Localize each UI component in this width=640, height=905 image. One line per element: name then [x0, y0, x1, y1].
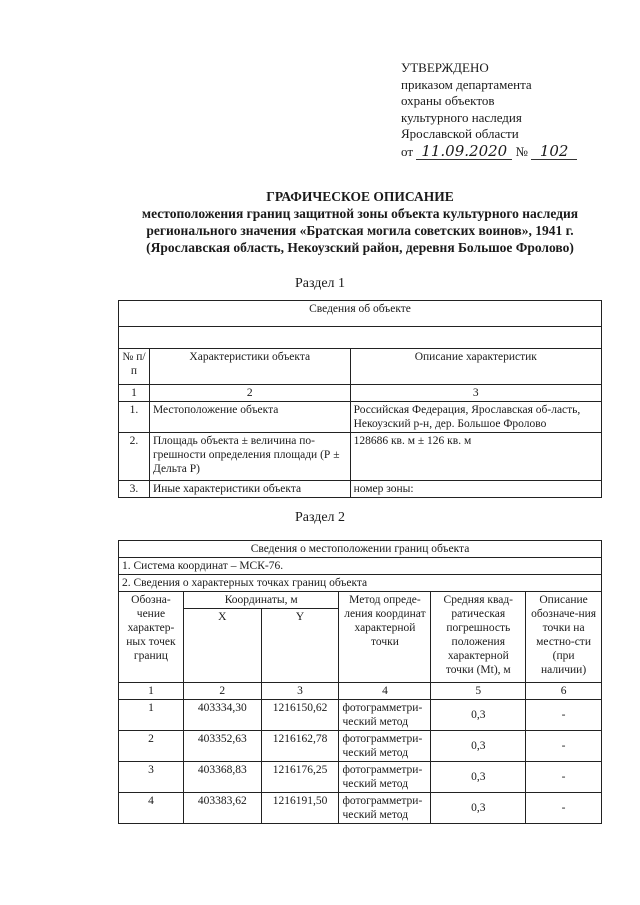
col-number: 3	[350, 385, 601, 402]
title-line: местоположения границ защитной зоны объекта культурного наследия	[141, 206, 579, 221]
table-row: 3. Иные характеристики объекта номер зоны:	[119, 481, 602, 498]
title-line: (Ярославская область, Некоузский район, деревня Большое Фролово)	[146, 240, 574, 255]
col-number: 6	[526, 683, 602, 700]
approval-date: 11.09.2020	[416, 143, 512, 161]
header-coordinates: Координаты, м	[183, 592, 339, 609]
header-error: Средняя квад-ратическая погрешность положения характерной точки (Mt), м	[431, 592, 526, 683]
col-number: 2	[183, 683, 261, 700]
col-number: 1	[119, 385, 150, 402]
header-method: Метод опреде-ления координат характерной точки	[339, 592, 431, 683]
title-line: регионального значения «Братская могила советских воинов», 1941 г.	[146, 223, 574, 238]
section1-heading: Раздел 1	[294, 276, 346, 291]
section2-heading: Раздел 2	[294, 510, 346, 525]
approval-title: УТВЕРЖДЕНО	[401, 60, 489, 75]
from-label: от	[401, 143, 414, 159]
approval-block	[401, 60, 577, 160]
table-row: 1 403334,30 1216150,62 фотограмметри-ческий метод 0,3 -	[119, 700, 602, 731]
table-row: 2. Площадь объекта ± величина по-грешности определения площади (Р ± Дельта Р) 128686 кв. м ± 126 кв. м	[119, 433, 602, 481]
approval-date-line	[401, 143, 577, 161]
table-row: 3 403368,83 1216176,25 фотограмметри-ческий метод 0,3 -	[119, 762, 602, 793]
header-designation: Обозна-чение характер-ных точек границ	[119, 592, 184, 683]
header-number: № п/п	[119, 349, 150, 385]
header-point-description: Описание обозначе-ния точки на местно-сти (при наличии)	[526, 592, 602, 683]
points-title: 2. Сведения о характерных точках границ объекта	[119, 575, 602, 592]
col-number: 1	[119, 683, 184, 700]
header-x: X	[183, 609, 261, 683]
col-number: 4	[339, 683, 431, 700]
approval-line: приказом департамента	[401, 76, 532, 92]
coordinate-system: 1. Система координат – МСК-76.	[119, 558, 602, 575]
approval-number: 102	[531, 143, 577, 161]
header-y: Y	[261, 609, 339, 683]
document-title	[100, 188, 620, 256]
table-title: Сведения об объекте	[119, 301, 602, 327]
col-number: 3	[261, 683, 339, 700]
approval-line: культурного наследия	[401, 109, 522, 125]
col-number: 2	[149, 385, 350, 402]
header-description: Описание характеристик	[350, 349, 601, 385]
boundary-points-table	[118, 540, 602, 824]
approval-line: Ярославской области	[401, 126, 519, 141]
title-line: ГРАФИЧЕСКОЕ ОПИСАНИЕ	[266, 189, 454, 204]
number-label: №	[515, 143, 528, 159]
table-row: 2 403352,63 1216162,78 фотограмметри-ческий метод 0,3 -	[119, 731, 602, 762]
table-row: 1. Местоположение объекта Российская Федерация, Ярославская об-ласть, Некоузский р-н, дер. Большое Фролово	[119, 402, 602, 433]
table-title: Сведения о местоположении границ объекта	[119, 541, 602, 558]
approval-line: охраны объектов	[401, 93, 495, 108]
col-number: 5	[431, 683, 526, 700]
table-row: 4 403383,62 1216191,50 фотограмметри-ческий метод 0,3 -	[119, 793, 602, 824]
object-info-table	[118, 300, 602, 498]
header-characteristic: Характеристики объекта	[149, 349, 350, 385]
